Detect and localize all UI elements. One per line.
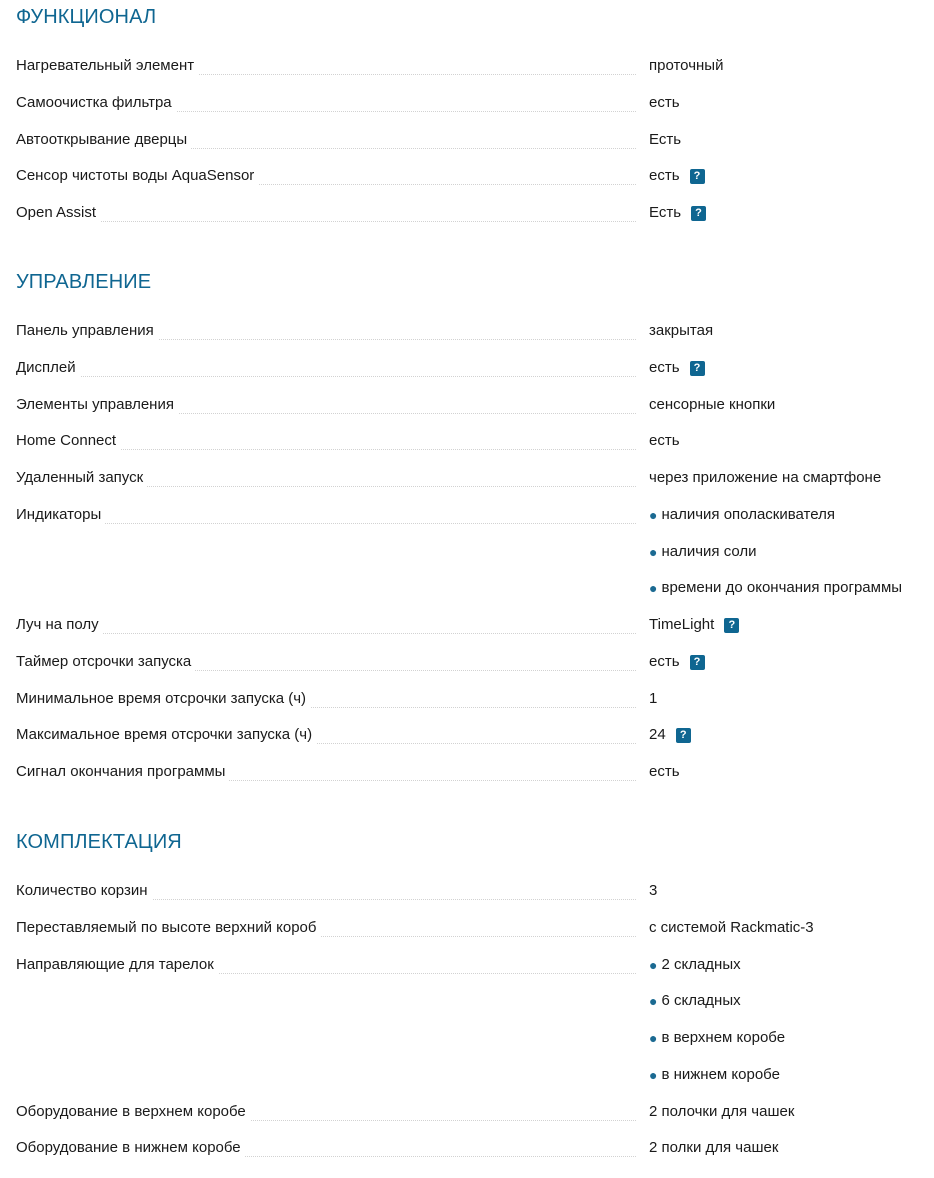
spec-value-text: 2 полки для чашек (649, 1139, 779, 1157)
spec-row (0, 614, 934, 651)
help-icon[interactable]: ? (724, 618, 739, 633)
spec-value-text: наличия ополаскивателя (661, 505, 835, 523)
spec-value-text: через приложение на смартфоне (649, 469, 882, 486)
spec-values (649, 954, 934, 1101)
spec-row (0, 165, 934, 202)
spec-value-text: наличия соли (661, 542, 757, 560)
bullet-icon: ● (649, 956, 658, 973)
help-icon[interactable]: ? (676, 728, 691, 743)
section-title: КОМПЛЕКТАЦИЯ (16, 831, 182, 853)
spec-values (649, 202, 934, 239)
spec-value (649, 990, 934, 1027)
spec-value-text: сенсорные кнопки (649, 395, 776, 413)
spec-row (0, 954, 934, 1101)
spec-value (649, 467, 934, 504)
spec-value-text: есть (649, 93, 680, 111)
spec-value (649, 688, 934, 725)
spec-value (649, 761, 934, 798)
spec-value-text: с системой Rackmatic-3 (649, 918, 814, 936)
spec-label: Дисплей (16, 357, 80, 379)
spec-row (0, 761, 934, 798)
spec-label: Количество корзин (16, 880, 152, 902)
spec-value-text: 3 (649, 882, 658, 899)
spec-value (649, 430, 934, 467)
spec-label: Таймер отсрочки запуска (16, 651, 195, 673)
spec-label: Сигнал окончания программы (16, 761, 229, 783)
spec-value-text: есть (649, 652, 680, 670)
spec-values (649, 1137, 934, 1174)
spec-row (0, 394, 934, 431)
dotted-leader (16, 221, 636, 222)
spec-value-text: 2 складных (661, 955, 741, 973)
dotted-leader (16, 633, 636, 634)
spec-row (0, 651, 934, 688)
section-title: ФУНКЦИОНАЛ (16, 6, 157, 28)
spec-label: Самоочистка фильтра (16, 92, 176, 114)
spec-value-text: 24 (649, 726, 666, 744)
spec-row (0, 202, 934, 239)
spec-value-text: есть (649, 763, 680, 780)
spec-value (649, 651, 934, 688)
spec-row (0, 504, 934, 614)
spec-value-text: 2 полочки для чашек (649, 1102, 795, 1120)
spec-value (649, 577, 934, 614)
spec-value-text: Есть (649, 130, 682, 148)
spec-label: Направляющие для тарелок (16, 954, 218, 976)
spec-value-text: TimeLight (649, 616, 715, 633)
spec-values (649, 504, 934, 614)
spec-value (649, 202, 934, 239)
spec-values (649, 1101, 934, 1138)
spec-label: Индикаторы (16, 504, 105, 526)
spec-value (649, 724, 934, 761)
spec-label: Home Connect (16, 430, 120, 452)
spec-values (649, 467, 934, 504)
spec-row (0, 880, 934, 917)
spec-value-text: проточный (649, 57, 724, 74)
spec-row (0, 430, 934, 467)
spec-value (649, 1027, 934, 1064)
spec-row (0, 724, 934, 761)
spec-value (649, 1101, 934, 1138)
spec-value-text: в верхнем коробе (661, 1029, 786, 1046)
spec-values (649, 320, 934, 357)
spec-label: Open Assist (16, 202, 100, 224)
spec-value (649, 614, 934, 651)
spec-value (649, 357, 934, 394)
spec-row (0, 55, 934, 92)
bullet-icon: ● (649, 580, 658, 597)
spec-values (649, 430, 934, 467)
spec-row (0, 688, 934, 725)
bullet-icon: ● (649, 506, 658, 523)
help-icon[interactable]: ? (691, 206, 706, 221)
spec-label: Нагревательный элемент (16, 55, 198, 77)
spec-value (649, 541, 934, 578)
spec-values (649, 688, 934, 725)
spec-values (649, 92, 934, 129)
bullet-icon: ● (649, 993, 658, 1010)
spec-label: Максимальное время отсрочки запуска (ч) (16, 724, 316, 746)
spec-value (649, 129, 934, 166)
spec-value (649, 954, 934, 991)
spec-values (649, 165, 934, 202)
spec-values (649, 761, 934, 798)
help-icon[interactable]: ? (690, 361, 705, 376)
spec-value-text: в нижнем коробе (661, 1065, 780, 1083)
spec-label: Минимальное время отсрочки запуска (ч) (16, 688, 310, 710)
spec-value (649, 1064, 934, 1101)
spec-value (649, 1137, 934, 1174)
bullet-icon: ● (649, 1066, 658, 1083)
spec-row (0, 1101, 934, 1138)
spec-value (649, 880, 934, 917)
spec-row (0, 467, 934, 504)
help-icon[interactable]: ? (690, 655, 705, 670)
spec-value-text: Есть (649, 204, 682, 221)
spec-value (649, 320, 934, 357)
spec-label: Элементы управления (16, 394, 178, 416)
spec-values (649, 614, 934, 651)
spec-label: Автооткрывание дверцы (16, 129, 191, 151)
spec-row (0, 129, 934, 166)
spec-label: Оборудование в нижнем коробе (16, 1137, 245, 1159)
spec-label: Оборудование в верхнем коробе (16, 1101, 250, 1123)
spec-value (649, 92, 934, 129)
spec-row (0, 357, 934, 394)
spec-value (649, 504, 934, 541)
dotted-leader (16, 376, 636, 377)
spec-value-text: есть (649, 432, 680, 450)
spec-value-text: 6 складных (661, 992, 741, 1010)
help-icon[interactable]: ? (690, 169, 705, 184)
spec-value (649, 165, 934, 202)
spec-row (0, 1137, 934, 1174)
spec-values (649, 917, 934, 954)
spec-value (649, 394, 934, 431)
spec-values (649, 724, 934, 761)
spec-value-text: есть (649, 167, 680, 185)
spec-value-text: закрытая (649, 322, 714, 339)
spec-row (0, 92, 934, 129)
section-title: УПРАВЛЕНИЕ (16, 271, 152, 293)
spec-label: Луч на полу (16, 614, 103, 636)
spec-label: Сенсор чистоты воды AquaSensor (16, 165, 258, 187)
spec-values (649, 55, 934, 92)
spec-row (0, 320, 934, 357)
spec-values (649, 880, 934, 917)
spec-label: Панель управления (16, 320, 158, 342)
spec-row (0, 917, 934, 954)
spec-value (649, 55, 934, 92)
spec-label: Переставляемый по высоте верхний короб (16, 917, 320, 939)
bullet-icon: ● (649, 543, 658, 560)
spec-value-text: есть (649, 358, 680, 376)
bullet-icon: ● (649, 1030, 658, 1046)
spec-value-text: времени до окончания программы (661, 579, 903, 597)
spec-values (649, 651, 934, 688)
spec-values (649, 357, 934, 394)
spec-value-text: 1 (649, 689, 658, 707)
spec-values (649, 394, 934, 431)
spec-value (649, 917, 934, 954)
spec-values (649, 129, 934, 166)
dotted-leader (16, 523, 636, 524)
spec-label: Удаленный запуск (16, 467, 147, 489)
